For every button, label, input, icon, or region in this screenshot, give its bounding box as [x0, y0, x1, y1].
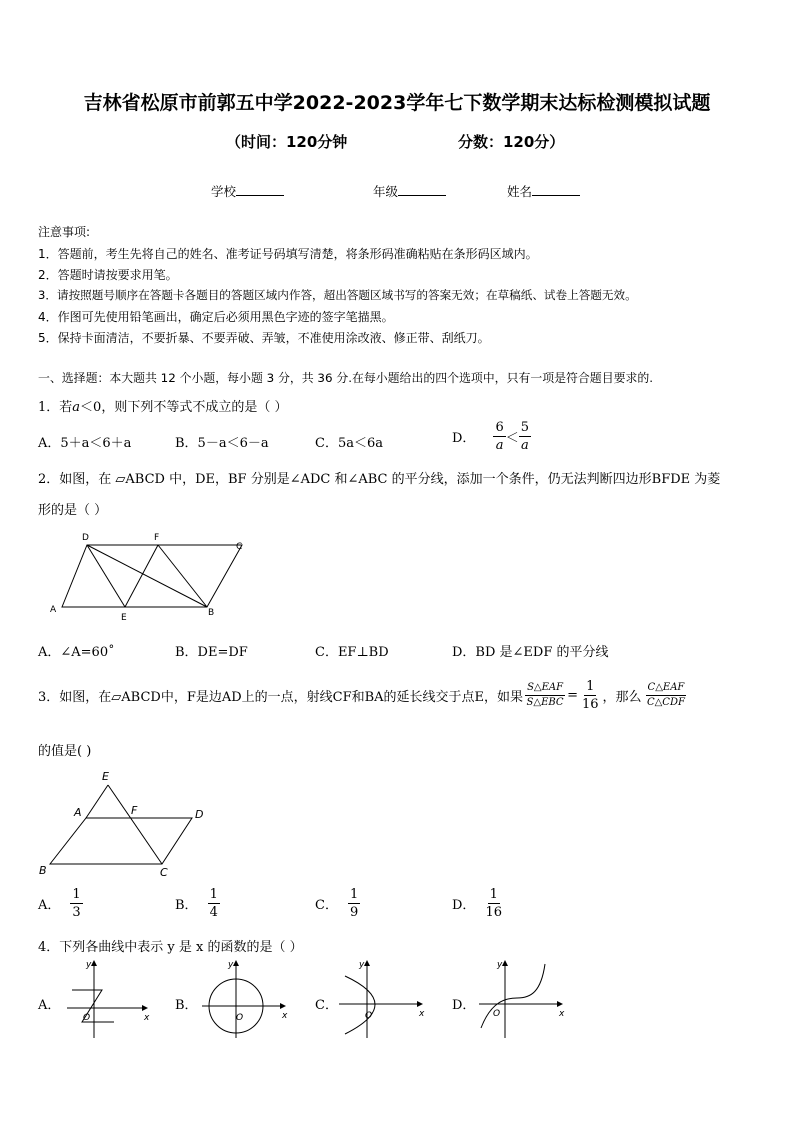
point-label-c: C — [160, 866, 168, 879]
svg-text:x: x — [144, 1013, 150, 1023]
point-label-b: B — [208, 608, 215, 618]
svg-text:x: x — [559, 1009, 565, 1019]
q4-graph-d[interactable] — [475, 958, 567, 1044]
segment-bf — [158, 545, 207, 607]
point-label-d: D — [195, 808, 204, 821]
q1-option-c[interactable]: C．5a＜6a — [315, 436, 383, 451]
segment-ec — [108, 785, 162, 864]
exam-title: 吉林省松原市前郭五中学2022-2023学年七下数学期末达标检测模拟试题 — [83, 92, 711, 114]
segment-ae — [86, 785, 108, 818]
question-4-stem: 4．下列各曲线中表示 y 是 x 的函数的是（ ） — [38, 940, 303, 955]
svg-text:x: x — [282, 1011, 288, 1021]
section-heading: 一、选择题：本大题共 12 个小题，每小题 3 分，共 36 分.在每小题给出的四个选项中，只有一项是符合题目要求的. — [38, 371, 654, 385]
q2-option-d[interactable]: D．BD 是∠EDF 的平分线 — [452, 645, 609, 660]
exam-score: 分数：120分） — [458, 133, 565, 151]
note-item-4: 4．作图可先使用铅笔画出，确定后必须用黑色字迹的签字笔描黑。 — [38, 310, 394, 324]
q1-option-a[interactable]: A．5＋a＜6＋a — [38, 436, 132, 451]
q2-option-a[interactable]: A．∠A=60˚ — [38, 645, 115, 660]
note-item-5: 5．保持卡面清洁，不要折暴、不要弄破、弄皱，不准使用涂改液、修正带、刮纸刀。 — [38, 331, 490, 345]
q4-option-a-label[interactable]: A． — [38, 998, 61, 1013]
q3-parallelogram-figure — [36, 766, 216, 882]
point-label-c: C — [236, 542, 243, 552]
note-item-3: 3．请按照题号顺序在答题卡各题目的答题区域内作答，超出答题区域书写的答案无效；在草稿纸、试卷上答题无效。 — [38, 288, 637, 302]
svg-text:x: x — [419, 1009, 425, 1019]
point-label-b: B — [39, 864, 47, 877]
note-item-2: 2．答题时请按要求用笔。 — [38, 268, 178, 282]
question-3-stem: 3．如图，在▱ABCD中，F是边AD上的一点，射线CF和BA的延长线交于点E，如果 $\frac{\text{S△EAF}}{\text{S△EBC}}$ = $\frac{1}{16}$ ，那么 $\frac{\text{C△EAF}}{\text{C△CDF}}$ — [38, 679, 685, 712]
svg-text:y: y — [359, 960, 365, 970]
segment-bd — [87, 545, 207, 607]
svg-text:y: y — [228, 960, 234, 970]
school-label: 学校 — [211, 184, 237, 199]
question-2-line1: 2．如图，在 ▱ABCD 中，DE，BF 分别是∠ADC 和∠ABC 的平分线，添加一个条件，仍无法判断四边形BFDE 为菱 — [38, 472, 721, 487]
point-label-e: E — [102, 770, 109, 783]
q1-option-d[interactable]: D． $\frac{6}{a}$ ＜ $\frac{5}{a}$ — [452, 420, 530, 453]
name-blank[interactable] — [532, 182, 580, 196]
q3-option-b[interactable]: B． $\frac{1}{4}$ — [175, 887, 218, 920]
q4-graph-c[interactable] — [335, 958, 427, 1044]
question-1-stem: 1．若a＜0，则下列不等式不成立的是（ ） — [38, 400, 288, 415]
q4-option-c-label[interactable]: C． — [315, 998, 338, 1013]
exam-time: （时间：120分钟 — [226, 133, 348, 151]
name-label: 姓名 — [507, 184, 533, 199]
q3-option-d[interactable]: D． $\frac{1}{16}$ — [452, 887, 502, 920]
svg-text:y: y — [86, 960, 92, 970]
segment-ef — [125, 545, 158, 607]
point-label-d: D — [82, 533, 89, 543]
q2-option-c[interactable]: C．EF⊥BD — [315, 645, 389, 660]
note-item-1: 1．答题前，考生先将自己的姓名、准考证号码填写清楚，将条形码准确粘贴在条形码区域内。 — [38, 247, 538, 261]
q4-graph-b[interactable] — [198, 958, 290, 1044]
q3-option-c[interactable]: C． $\frac{1}{9}$ — [315, 887, 359, 920]
grade-blank[interactable] — [398, 182, 446, 196]
point-label-a: A — [74, 806, 82, 819]
q4-option-d-label[interactable]: D． — [452, 998, 476, 1013]
point-label-f: F — [154, 533, 160, 543]
q4-option-b-label[interactable]: B． — [175, 998, 198, 1013]
svg-text:O: O — [83, 1013, 91, 1023]
grade-label: 年级 — [373, 184, 399, 199]
parallelogram-abcd — [62, 545, 242, 607]
svg-text:O: O — [493, 1009, 501, 1019]
svg-text:O: O — [365, 1011, 373, 1021]
q4-graph-a[interactable] — [62, 958, 152, 1044]
svg-text:O: O — [236, 1013, 244, 1023]
q2-option-b[interactable]: B．DE=DF — [175, 645, 248, 660]
q1-option-b[interactable]: B．5－a＜6－a — [175, 436, 269, 451]
svg-text:y: y — [497, 960, 503, 970]
name-field[interactable] — [507, 182, 580, 200]
school-field[interactable] — [211, 182, 284, 200]
parallelogram-abcd — [50, 818, 192, 864]
point-label-f: F — [131, 804, 138, 817]
notes-heading: 注意事项: — [38, 225, 91, 239]
question-2-line2: 形的是（ ） — [38, 503, 108, 518]
q3-option-a[interactable]: A． $\frac{1}{3}$ — [38, 887, 81, 920]
school-blank[interactable] — [236, 182, 284, 196]
point-label-e: E — [121, 613, 127, 623]
point-label-a: A — [50, 605, 57, 615]
grade-field[interactable] — [373, 182, 446, 200]
question-3-line2: 的值是( ) — [38, 744, 92, 759]
q2-parallelogram-figure — [40, 528, 260, 624]
